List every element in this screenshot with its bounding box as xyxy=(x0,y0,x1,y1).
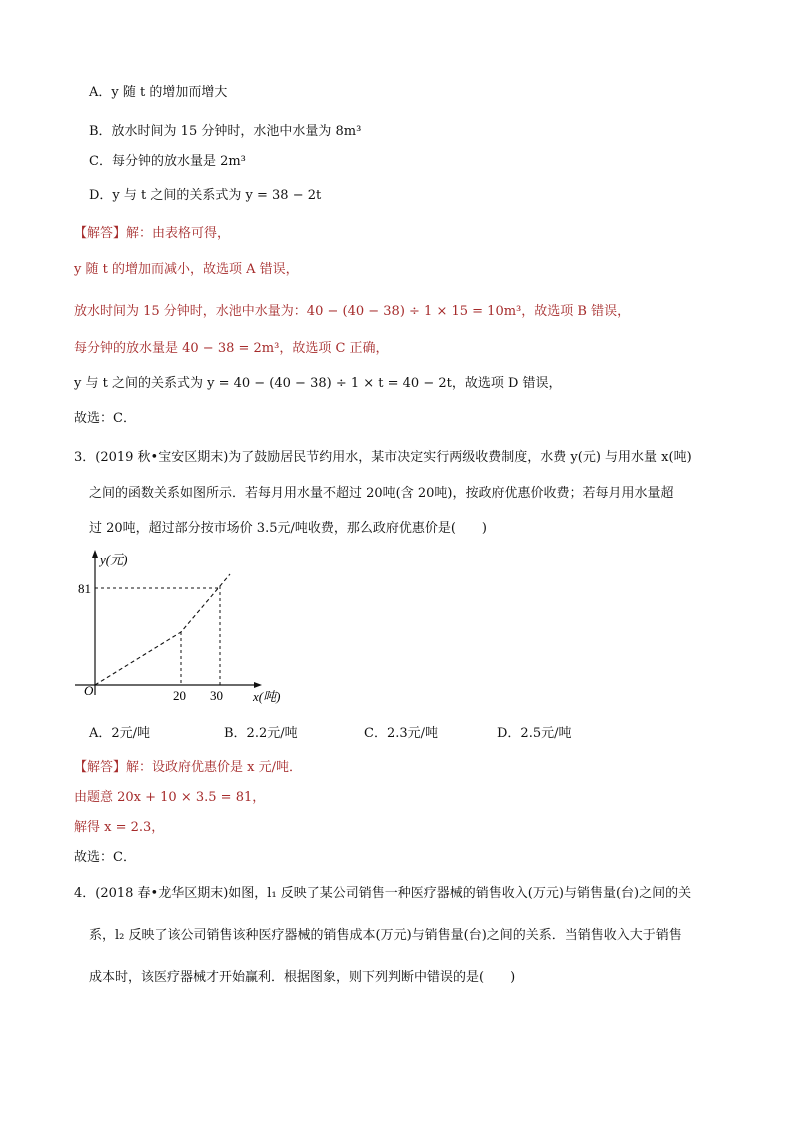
q3-stem-line-3: 过 20吨，超过部分按市场价 3.5元/吨收费，那么政府优惠价是( ) xyxy=(89,521,488,536)
q2-option-a: A．y 随 t 的增加而增大 xyxy=(89,85,228,100)
q2-option-d: D．y 与 t 之间的关系式为 y = 38 − 2t xyxy=(89,188,322,203)
q3-answer-heading: 【解答】解：设政府优惠价是 x 元/吨． xyxy=(74,760,302,775)
q4-stem-line-2: 系，l₂ 反映了该公司销售该种医疗器械的销售成本(万元)与销售量(台)之间的关系．当销售收入大于销售 xyxy=(89,928,682,943)
x-axis-arrow-icon xyxy=(254,682,262,688)
q2-answer-line-3: 每分钟的放水量是 40 − 38 = 2m³，故选项 C 正确， xyxy=(74,341,389,356)
q3-option-d: D．2.5元/吨 xyxy=(497,726,572,741)
x-tick-30: 30 xyxy=(210,688,223,703)
q3-answer-line-2: 解得 x = 2.3， xyxy=(74,820,165,835)
q3-stem-line-2: 之间的函数关系如图所示．若每月用水量不超过 20吨(含 20吨)，按政府优惠价收费；若每月用水量超 xyxy=(89,486,674,501)
function-line xyxy=(95,574,230,685)
q4-stem-line-1: 4．(2018 春•龙华区期末)如图，l₁ 反映了某公司销售一种医疗器械的销售收入(万元)与销售量(台)之间的关 xyxy=(74,886,692,901)
q2-option-c: C．每分钟的放水量是 2m³ xyxy=(89,154,246,169)
q3-answer-line-1: 由题意 20x + 10 × 3.5 = 81， xyxy=(74,790,266,805)
origin-label: O xyxy=(84,683,94,698)
q3-function-graph xyxy=(70,548,295,708)
q2-answer-line-1: y 随 t 的增加而减小，故选项 A 错误， xyxy=(74,262,299,277)
q2-answer-conclusion: 故选：C． xyxy=(74,411,136,426)
q3-answer-conclusion: 故选：C． xyxy=(74,850,136,865)
q3-stem-line-1: 3．(2019 秋•宝安区期末)为了鼓励居民节约用水，某市决定实行两级收费制度，水费 y(元) 与用水量 x(吨) xyxy=(74,450,692,465)
q2-answer-line-4: y 与 t 之间的关系式为 y = 40 − (40 − 38) ÷ 1 × t = 40 − 2t，故选项 D 错误， xyxy=(74,376,562,391)
x-axis-label: x(吨) xyxy=(253,689,281,704)
q3-option-c: C．2.3元/吨 xyxy=(364,726,439,741)
x-tick-20: 20 xyxy=(173,688,186,703)
y-tick-81: 81 xyxy=(78,581,91,596)
q2-option-b: B．放水时间为 15 分钟时，水池中水量为 8m³ xyxy=(89,124,362,139)
q4-stem-line-3: 成本时，该医疗器械才开始赢利．根据图象，则下列判断中错误的是( ) xyxy=(89,970,516,985)
y-axis-arrow-icon xyxy=(92,550,98,558)
q2-answer-heading: 【解答】解：由表格可得， xyxy=(74,226,231,241)
q2-answer-line-2: 放水时间为 15 分钟时，水池中水量为：40 − (40 − 38) ÷ 1 × 15 = 10m³，故选项 B 错误， xyxy=(74,304,631,319)
q3-option-a: A．2元/吨 xyxy=(89,726,151,741)
y-axis-label: y(元) xyxy=(100,552,128,567)
q3-option-b: B．2.2元/吨 xyxy=(224,726,298,741)
